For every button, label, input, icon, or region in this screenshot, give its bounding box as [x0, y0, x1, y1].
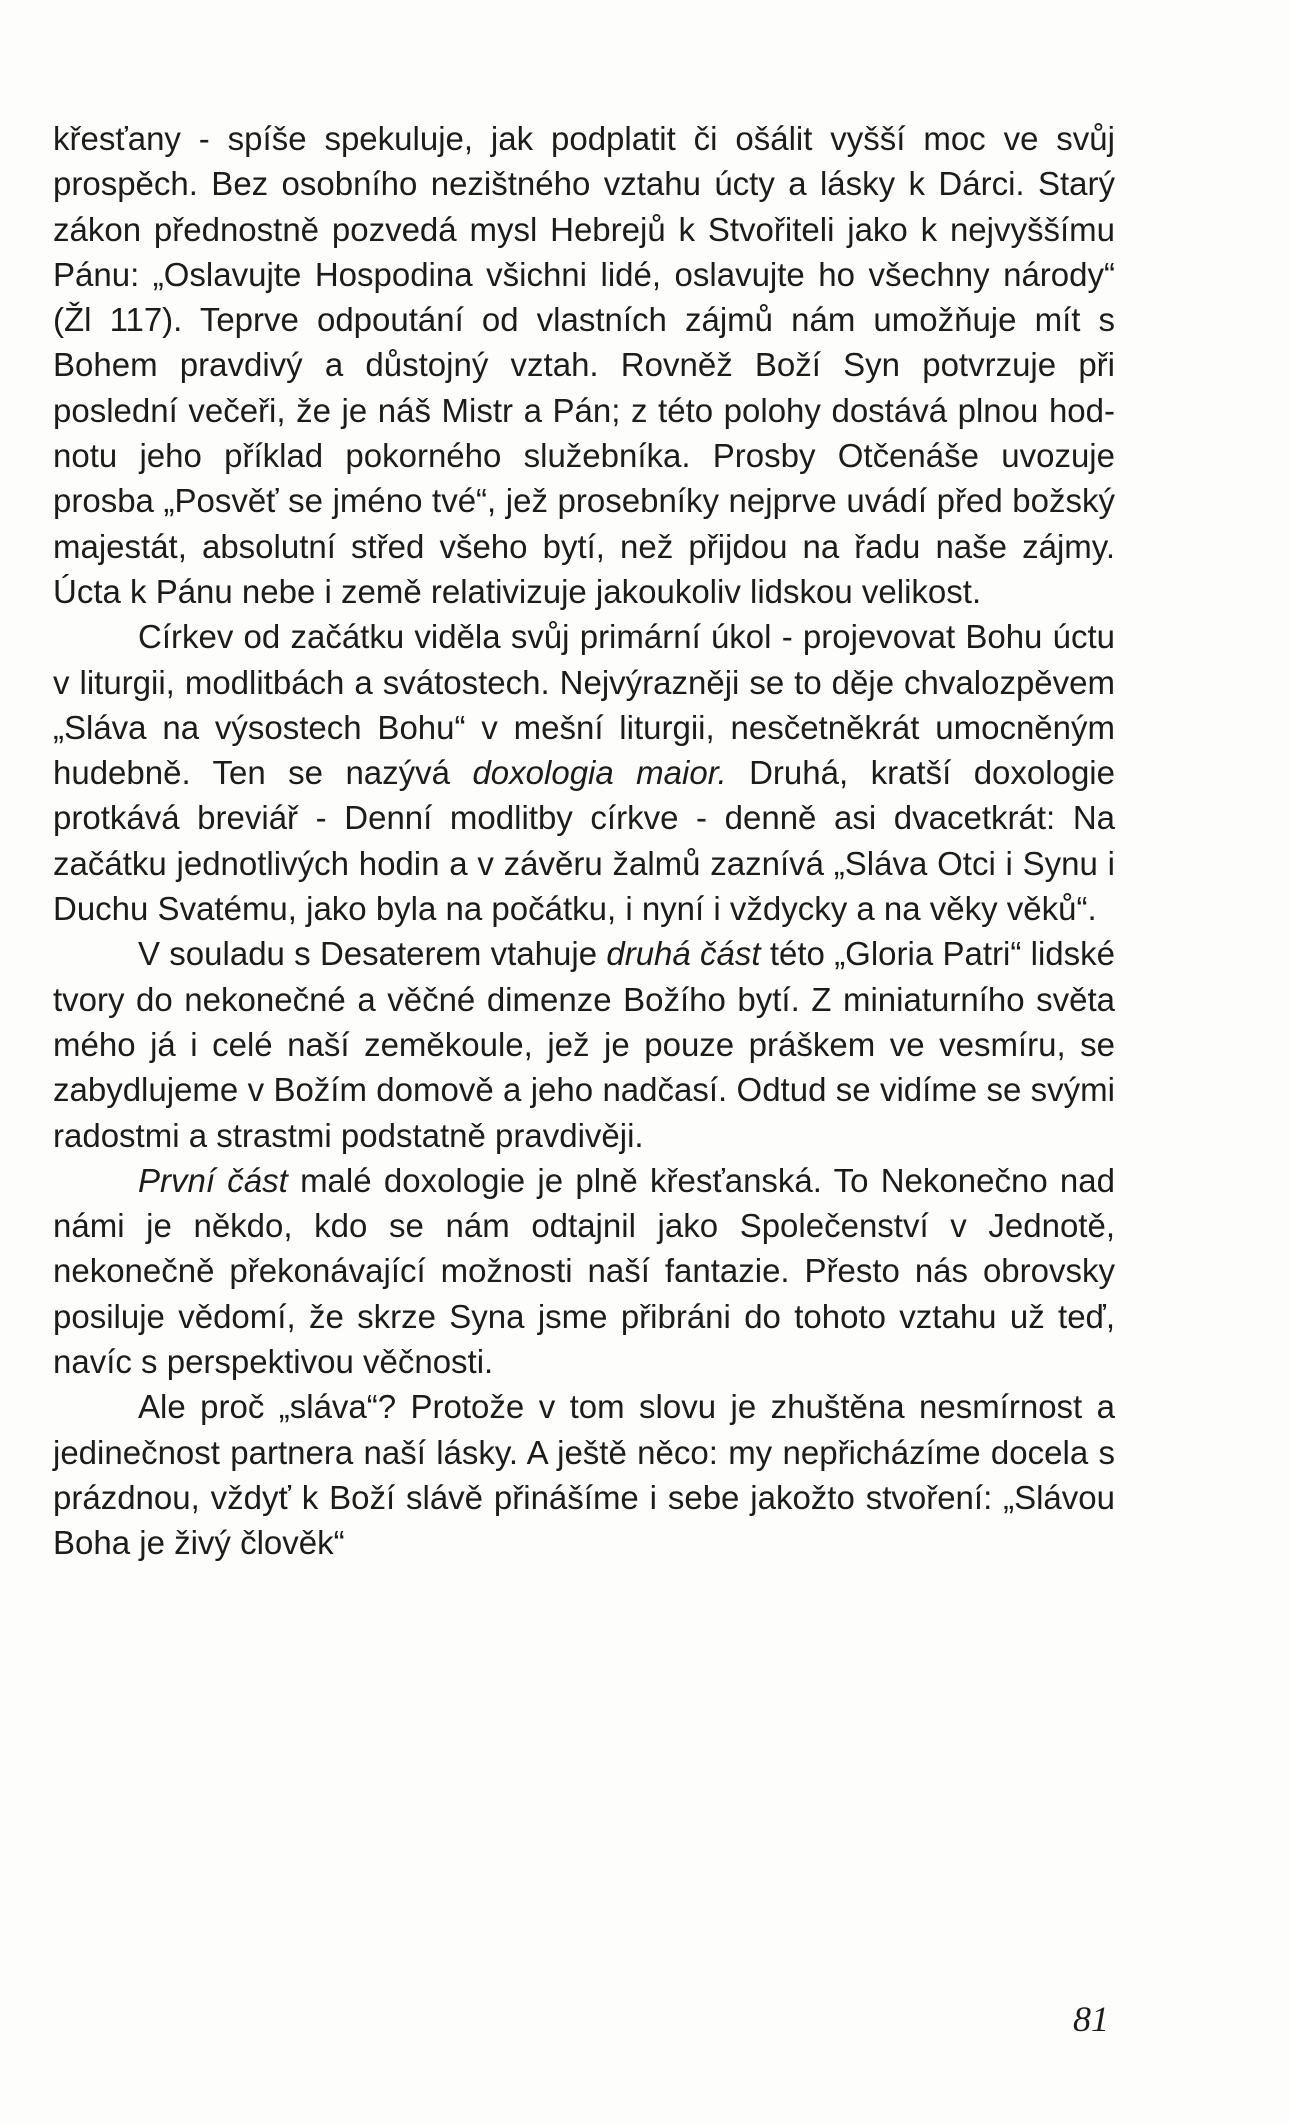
paragraph-2-text-b: Druhá, kratší doxologie protkává breviář - Denní modlitby církve - denně asi dvacetkrát: Na začátku jednotlivých hodin a v závěru žalmů zaznívá „Sláva Otci i Synu i Duchu Svatému, jako byla na počátku, i nyní i vždycky a na věky věků“.: [53, 754, 1115, 928]
paragraph-1: [53, 116, 1115, 614]
paragraph-2-italic: doxologia maior.: [472, 754, 727, 792]
paragraph-4: [53, 1158, 1115, 1384]
paragraph-2: [53, 614, 1115, 931]
paragraph-3-text-b: této „Gloria Patri“ lidské tvory do nekonečné a věčné dimenze Božího bytí. Z miniaturního světa mého já i celé naší zeměkoule, jež je pouze práškem ve vesmíru, se zabydlujeme v Božím domově a jeho nadčasí. Odtud se vidíme se svými radostmi a strastmi podstatně pravdivěji.: [53, 935, 1115, 1154]
paragraph-3-italic: druhá část: [606, 935, 761, 973]
paragraph-2-text-a: Církev od začátku viděla svůj primární úkol - projevovat Bohu úctu v liturgii, modlitbách a svátostech. Nejvýrazněji se to děje chvalozpěvem „Sláva na výsostech Bohu“ v mešní liturgii, nesčetněkrát umocněným hudebně. Ten se nazývá: [53, 618, 1115, 792]
paragraph-3: [53, 931, 1115, 1157]
paragraph-3-text-a: V souladu s Desaterem vtahuje: [138, 935, 607, 973]
body-text: [53, 116, 1115, 1566]
page-number: 81: [1073, 1999, 1109, 2039]
paragraph-5-text: Ale proč „sláva“? Protože v tom slovu je zhuštěna nesmírnost a jedinečnost partnera naší lásky. A ještě něco: my nepřicházíme docela s prázdnou, vždyť k Boží slávě přinášíme i sebe jakožto stvoření: „Slávou Boha je živý člověk“: [53, 1388, 1115, 1562]
paragraph-1-text: křesťany - spíše spekuluje, jak podplatit či ošálit vyšší moc ve svůj prospěch. Bez osobního nezištného vztahu úcty a lásky k Dárci. Starý zákon přednostně pozvedá mysl Hebrejů k Stvořiteli jako k nejvyššímu Pánu: „Oslavujte Hospodina všichni lidé, oslavujte ho všechny národy“ (Žl 117). Teprve odpoutání od vlastních zájmů nám umožňuje mít s Bohem pravdivý a důstojný vztah. Rovněž Boží Syn potvrzuje při poslední večeři, že je náš Mistr a Pán; z této polohy dostává plnou hodnotu jeho příklad pokorného služebníka. Prosby Otčenáše uvozuje prosba „Posvěť se jméno tvé“, jež prosebníky nejprve uvádí před božský majestát, absolutní střed všeho bytí, než přijdou na řadu naše zájmy. Úcta k Pánu nebe i země relativizuje jakoukoliv lidskou velikost.: [53, 120, 1115, 610]
paragraph-4-text: malé doxologie je plně křesťanská. To Nekonečno nad námi je někdo, kdo se nám odtajnil jako Společenství v Jednotě, nekonečně překonávající možnosti naší fantazie. Přesto nás obrovsky posiluje vědomí, že skrze Syna jsme přibráni do tohoto vztahu už teď, navíc s perspektivou věčnosti.: [53, 1161, 1115, 1381]
paragraph-5: [53, 1384, 1115, 1565]
paragraph-4-italic: První část: [138, 1161, 288, 1199]
